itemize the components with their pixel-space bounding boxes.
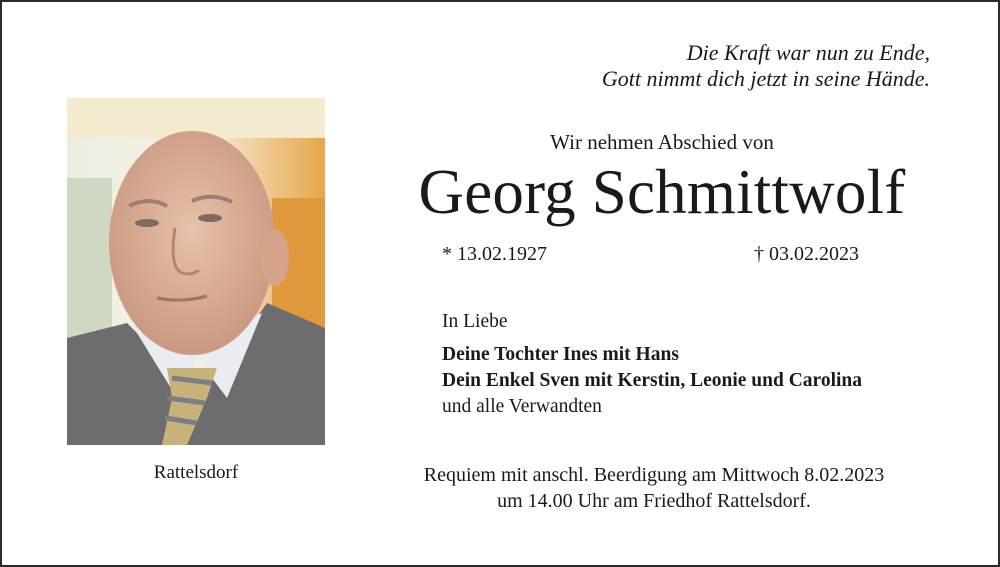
motto-line-1: Die Kraft war nun zu Ende, bbox=[686, 40, 930, 65]
deceased-name: Georg Schmittwolf bbox=[418, 157, 906, 227]
motto-line-2: Gott nimmt dich jetzt in seine Hände. bbox=[601, 66, 930, 91]
portrait-photo bbox=[67, 98, 325, 445]
intro-text: Wir nehmen Abschied von bbox=[550, 130, 774, 154]
death-date: † 03.02.2023 bbox=[754, 243, 859, 265]
mourners-block bbox=[442, 309, 862, 420]
mourners-closing: und alle Verwandten bbox=[442, 396, 602, 417]
motto-quote bbox=[602, 40, 930, 92]
funeral-info bbox=[354, 462, 954, 514]
birth-date: * 13.02.1927 bbox=[442, 243, 547, 265]
mourner-line-1: Deine Tochter Ines mit Hans bbox=[442, 344, 679, 365]
funeral-line-2: um 14.00 Uhr am Friedhof Rattelsdorf. bbox=[497, 490, 811, 512]
place-caption: Rattelsdorf bbox=[153, 462, 239, 483]
portrait-photo-icon bbox=[67, 98, 325, 445]
funeral-line-1: Requiem mit anschl. Beerdigung am Mittwoch 8.02.2023 bbox=[423, 464, 885, 486]
greeting: In Liebe bbox=[442, 311, 508, 332]
mourner-line-2: Dein Enkel Sven mit Kerstin, Leonie und Carolina bbox=[442, 370, 863, 391]
